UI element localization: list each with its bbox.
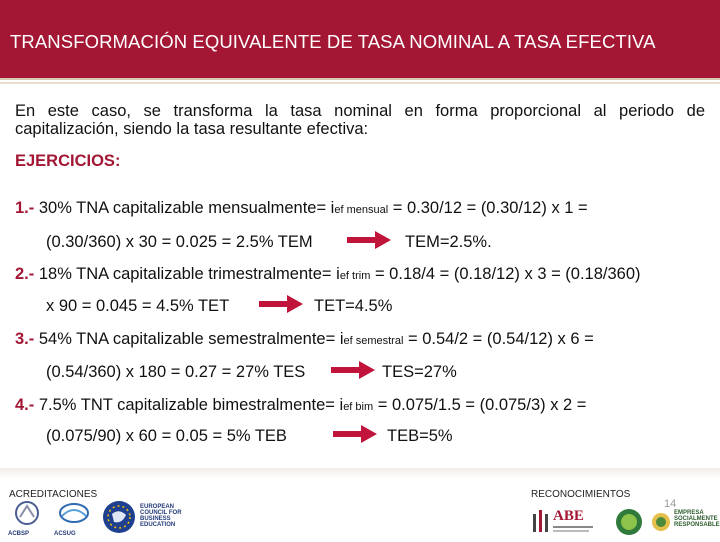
exercise-text: 54% TNA capitalizable semestralmente= i <box>34 330 344 348</box>
exercise-number: 1.- <box>15 199 35 217</box>
rate-subscript: ef semestral <box>343 335 404 347</box>
arrow-right-icon <box>347 229 391 251</box>
badge-icon <box>651 512 671 532</box>
exercise-text: 7.5% TNT capitalizable bimestralmente= i <box>34 396 344 414</box>
exercise-3-result: TES=27% <box>382 363 457 381</box>
exercise-text: = 0.075/1.5 = (0.075/3) x 2 = <box>373 396 587 414</box>
exercise-1-line-1 <box>15 199 588 218</box>
exercise-2-line-2: x 90 = 0.045 = 4.5% TET <box>46 297 230 315</box>
exercise-number: 2.- <box>15 265 35 283</box>
arrow-right-icon <box>259 293 303 315</box>
exercise-text: = 0.18/4 = (0.18/12) x 3 = (0.18/360) <box>370 265 641 283</box>
exercise-1-result: TEM=2.5%. <box>405 233 492 251</box>
divider <box>0 78 720 80</box>
title-bar <box>0 0 720 78</box>
acsug-emblem-icon <box>54 500 94 526</box>
accreditations-label: ACREDITACIONES <box>9 489 98 500</box>
acsug-logo: ACSUG <box>54 500 94 538</box>
exercise-3-line-1 <box>15 330 594 349</box>
exercise-text: 18% TNA capitalizable trimestralmente= i <box>34 265 340 283</box>
exercise-number: 3.- <box>15 330 35 348</box>
exercise-text: 30% TNA capitalizable mensualmente= i <box>34 199 335 217</box>
arrow-right-icon <box>333 423 377 445</box>
rate-subscript: ef trim <box>339 270 371 282</box>
green-seal-logo <box>613 507 645 537</box>
exercise-3-line-2: (0.54/360) x 180 = 0.27 = 27% TES <box>46 363 306 381</box>
exercise-4-line-2: (0.075/90) x 60 = 0.05 = 5% TEB <box>46 427 287 445</box>
abe-logo: ABE <box>531 506 595 538</box>
rate-subscript: ef mensual <box>334 204 389 216</box>
exercise-1-line-2: (0.30/360) x 30 = 0.025 = 2.5% TEM <box>46 233 313 251</box>
exercise-4-line-1 <box>15 396 586 415</box>
rate-subscript: ef bim <box>343 401 374 413</box>
seal-icon <box>613 507 645 537</box>
exercise-text: = 0.54/2 = (0.54/12) x 6 = <box>403 330 594 348</box>
exercise-4-result: TEB=5% <box>387 427 453 445</box>
eu-stars-icon <box>102 500 136 534</box>
exercise-2-result: TET=4.5% <box>314 297 393 315</box>
european-council-logo: EUROPEAN COUNCIL FOR BUSINESS EDUCATION <box>102 500 202 538</box>
page-number: 14 <box>664 498 677 510</box>
exercise-number: 4.- <box>15 396 35 414</box>
divider <box>0 82 720 84</box>
exercises-heading: EJERCICIOS: <box>15 152 121 170</box>
bpm-logo: EMPRESA SOCIALMENTE RESPONSABLE <box>651 506 715 538</box>
footer-divider <box>0 468 720 478</box>
recognitions-label: RECONOCIMIENTOS <box>531 489 631 500</box>
arrow-right-icon <box>331 359 375 381</box>
acbsp-logo: ACBSP <box>8 500 46 538</box>
acbsp-emblem-icon <box>8 500 46 526</box>
exercise-text: = 0.30/12 = (0.30/12) x 1 = <box>388 199 588 217</box>
intro-paragraph: En este caso, se transforma la tasa nominal en forma proporcional al periodo de capitalización, siendo la tasa resultante efectiva: <box>15 102 705 138</box>
exercise-2-line-1 <box>15 265 641 284</box>
slide-title: TRANSFORMACIÓN EQUIVALENTE DE TASA NOMINAL A TASA EFECTIVA <box>10 31 656 52</box>
